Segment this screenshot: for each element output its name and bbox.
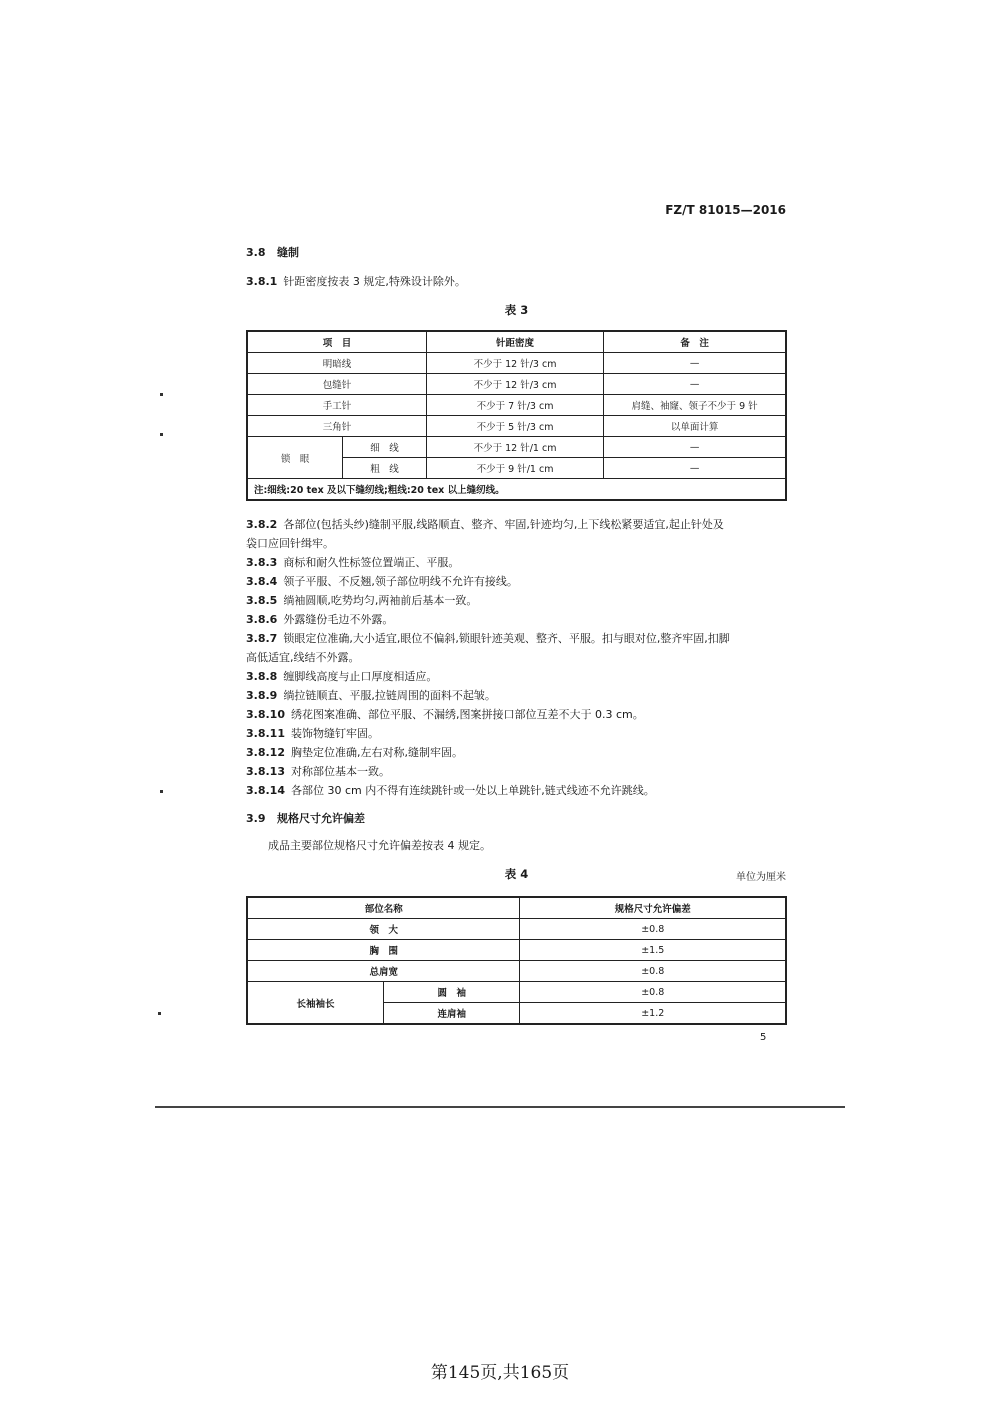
- buttonhole-cell: 锁 眼: [247, 437, 343, 479]
- clause-3-8-13: [246, 762, 791, 781]
- clause-number: 3.8.4: [246, 575, 278, 588]
- table4-unit: 单位为厘米: [736, 872, 786, 883]
- note-cell: —: [604, 437, 786, 458]
- header-cell: 规格尺寸允许偏差: [520, 897, 786, 919]
- section-3-8-heading: [246, 244, 299, 260]
- scan-speck: [160, 393, 163, 396]
- clause-text: 绱拉链顺直、平服,拉链周围的面料不起皱。: [283, 689, 496, 702]
- note-cell: —: [604, 458, 786, 479]
- tolerance-cell: ±0.8: [520, 982, 786, 1003]
- part-cell: 领 大: [247, 919, 520, 940]
- clause-text: 各部位 30 cm 内不得有连续跳针或一处以上单跳针,链式线迹不允许跳线。: [290, 784, 655, 797]
- density-cell: 不少于 9 针/1 cm: [426, 458, 603, 479]
- density-cell: 不少于 12 针/1 cm: [426, 437, 603, 458]
- clause-number: 3.8.12: [246, 746, 285, 759]
- table-row: [247, 353, 786, 374]
- note-cell: —: [604, 374, 786, 395]
- clause-number: 3.8.10: [246, 708, 285, 721]
- page-number: 5: [760, 1032, 767, 1043]
- clause-3-8-3: [246, 553, 791, 572]
- clause-number: 3.8.9: [246, 689, 278, 702]
- tolerance-cell: ±1.2: [520, 1003, 786, 1025]
- density-cell: 不少于 7 针/3 cm: [426, 395, 603, 416]
- scan-speck: [158, 1012, 161, 1015]
- clause-number: 3.8.2: [246, 518, 278, 531]
- note-cell: 肩缝、袖窿、领子不少于 9 针: [604, 395, 786, 416]
- page-footer: 第145页,共165页: [430, 1363, 570, 1383]
- tolerance-cell: ±0.8: [520, 919, 786, 940]
- clause-3-8-5: [246, 591, 791, 610]
- clause-3-8-12: [246, 743, 791, 762]
- clause-3-8-11: [246, 724, 791, 743]
- item-cell: 明暗线: [247, 353, 426, 374]
- clause-text: 胸垫定位准确,左右对称,缝制牢固。: [290, 746, 463, 759]
- table-row: [247, 374, 786, 395]
- clause-number: 3.8.6: [246, 613, 278, 626]
- clause-text: 绣花图案准确、部位平服、不漏绣,图案拼接口部位互差不大于 0.3 cm。: [290, 708, 644, 721]
- scan-speck: [160, 433, 163, 436]
- table-4: [246, 896, 787, 1025]
- header-cell: 备 注: [604, 331, 786, 353]
- clause-number: 3.8.1: [246, 275, 278, 288]
- item-cell: 手工针: [247, 395, 426, 416]
- note-cell: 以单面计算: [604, 416, 786, 437]
- tolerance-cell: ±0.8: [520, 961, 786, 982]
- clause-text: 商标和耐久性标签位置端正、平服。: [283, 556, 460, 569]
- part-cell: 总肩宽: [247, 961, 520, 982]
- sub-part-cell: 连肩袖: [383, 1003, 520, 1025]
- clause-3-8-2: [246, 515, 791, 553]
- clause-3-8-7: [246, 629, 791, 667]
- table-row: [247, 437, 786, 458]
- table-row: [247, 395, 786, 416]
- table3-caption: 表 3: [504, 303, 529, 317]
- scan-edge-line: [155, 1106, 845, 1108]
- section-title: 缝制: [277, 246, 299, 259]
- clause-3-8-1: [246, 272, 466, 291]
- clause-text: 针距密度按表 3 规定,特殊设计除外。: [283, 275, 466, 288]
- section-title: 规格尺寸允许偏差: [277, 812, 365, 825]
- clause-3-8-9: [246, 686, 791, 705]
- clause-number: 3.8.3: [246, 556, 278, 569]
- clause-3-8-6: [246, 610, 791, 629]
- sleeve-length-cell: 长袖袖长: [247, 982, 383, 1025]
- header-cell: 部位名称: [247, 897, 520, 919]
- density-cell: 不少于 12 针/3 cm: [426, 374, 603, 395]
- clause-text: 缠脚线高度与止口厚度相适应。: [283, 670, 438, 683]
- clause-number: 3.8.8: [246, 670, 278, 683]
- item-cell: 三角针: [247, 416, 426, 437]
- clause-text: 对称部位基本一致。: [290, 765, 390, 778]
- clause-continuation: 高低适宜,线结不外露。: [246, 651, 360, 664]
- clause-text: 外露缝份毛边不外露。: [283, 613, 394, 626]
- scan-speck: [160, 790, 163, 793]
- table-row: [247, 416, 786, 437]
- clause-3-8-10: [246, 705, 791, 724]
- clause-text: 锁眼定位准确,大小适宜,眼位不偏斜,锁眼针迹美观、整齐、平服。扣与眼对位,整齐牢固,扣脚: [283, 632, 730, 645]
- clause-continuation: 袋口应回针缉牢。: [246, 537, 334, 550]
- clause-number: 3.8.13: [246, 765, 285, 778]
- section-3-9-intro: 成品主要部位规格尺寸允许偏差按表 4 规定。: [268, 839, 491, 852]
- header-cell: 项 目: [247, 331, 426, 353]
- tolerance-cell: ±1.5: [520, 940, 786, 961]
- clause-list: [246, 515, 791, 800]
- density-cell: 不少于 5 针/3 cm: [426, 416, 603, 437]
- sub-item-cell: 粗 线: [343, 458, 427, 479]
- table-row: [247, 982, 786, 1003]
- header-cell: 针距密度: [426, 331, 603, 353]
- clause-number: 3.8.5: [246, 594, 278, 607]
- table-header-row: [247, 331, 786, 353]
- table-row: [247, 961, 786, 982]
- item-cell: 包缝针: [247, 374, 426, 395]
- clause-number: 3.8.14: [246, 784, 285, 797]
- clause-text: 装饰物缝钉牢固。: [290, 727, 379, 740]
- density-cell: 不少于 12 针/3 cm: [426, 353, 603, 374]
- clause-text: 各部位(包括头纱)缝制平服,线路顺直、整齐、牢固,针迹均匀,上下线松紧要适宜,起止针处及: [283, 518, 724, 531]
- clause-text: 绱袖圆顺,吃势均匀,两袖前后基本一致。: [283, 594, 478, 607]
- table-3: [246, 330, 787, 501]
- table4-caption: 表 4: [504, 867, 529, 881]
- table-footnote-row: [247, 479, 786, 501]
- clause-3-8-14: [246, 781, 791, 800]
- clause-3-8-4: [246, 572, 791, 591]
- section-number: 3.8: [246, 246, 266, 259]
- clause-text: 领子平服、不反翘,领子部位明线不允许有接线。: [283, 575, 518, 588]
- clause-3-8-8: [246, 667, 791, 686]
- section-number: 3.9: [246, 812, 266, 825]
- part-cell: 胸 围: [247, 940, 520, 961]
- sub-item-cell: 细 线: [343, 437, 427, 458]
- clause-number: 3.8.7: [246, 632, 278, 645]
- clause-number: 3.8.11: [246, 727, 285, 740]
- standard-number: FZ/T 81015—2016: [665, 203, 786, 217]
- section-3-9-heading: [246, 810, 365, 826]
- sub-part-cell: 圆 袖: [383, 982, 520, 1003]
- table-header-row: [247, 897, 786, 919]
- note-cell: —: [604, 353, 786, 374]
- table-row: [247, 919, 786, 940]
- table-row: [247, 940, 786, 961]
- table-footnote: 注:细线:20 tex 及以下缝纫线;粗线:20 tex 以上缝纫线。: [247, 479, 786, 501]
